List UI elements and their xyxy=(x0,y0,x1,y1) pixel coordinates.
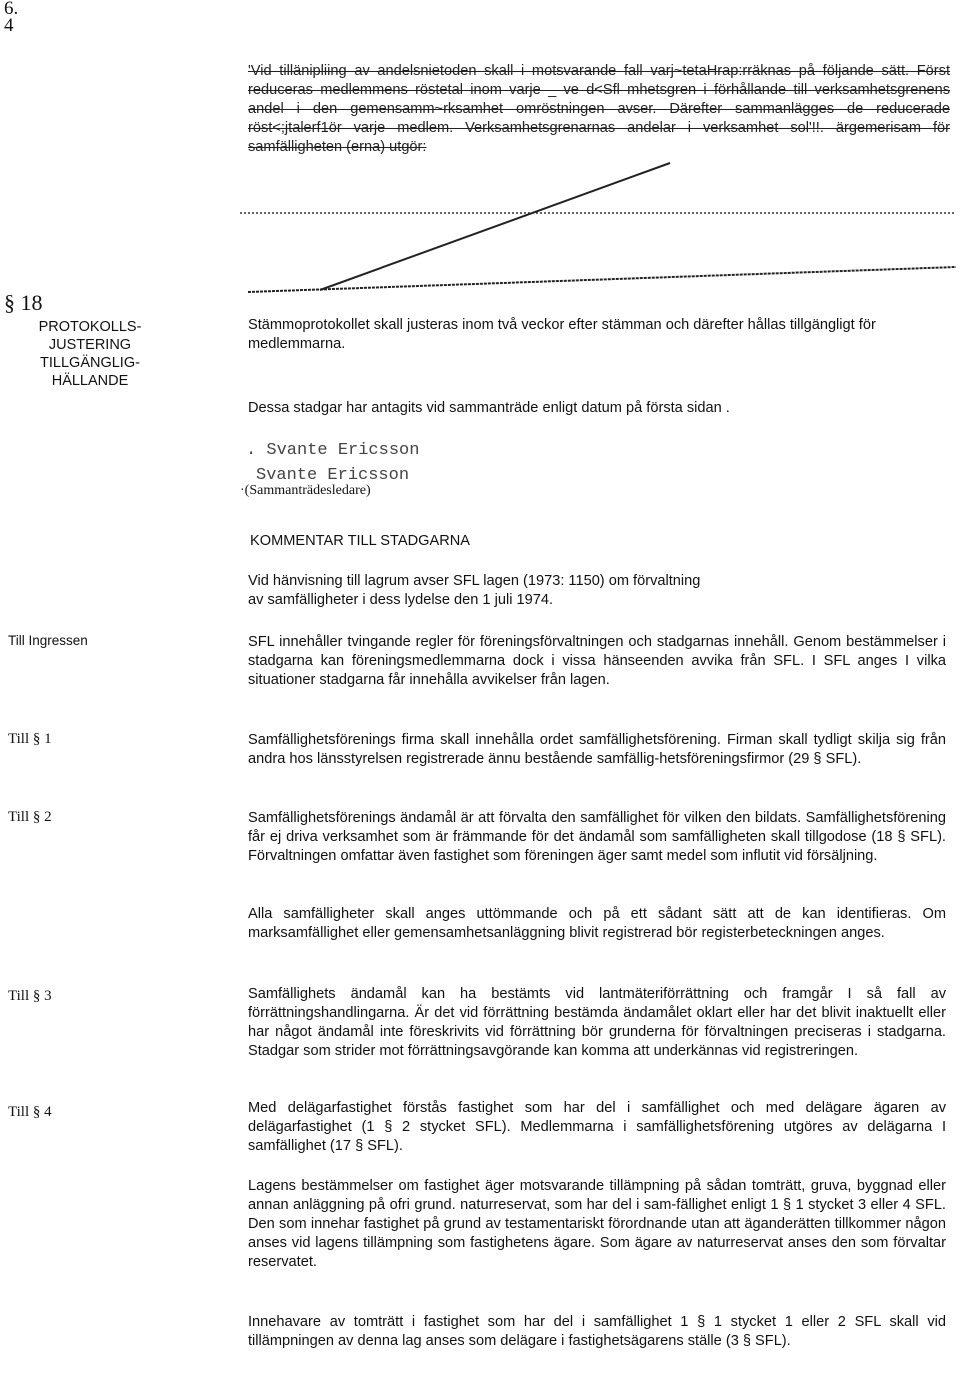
section-18-number: § 18 xyxy=(4,290,43,315)
entry-text-2b: Alla samfälligheter skall anges uttömmande och på ett sådant sätt att de kan identifieras. Om marksamfällighet eller gemensamhetsanläggning blivit registrerad bör registerbeteckningen anges. xyxy=(248,906,946,941)
signature-line-2: Svante Ericsson xyxy=(256,466,410,485)
entry-label-1: Till § 1 xyxy=(8,731,52,747)
signature-line-1: . Svante Ericsson xyxy=(246,441,420,460)
entry-text-4b: Lagens bestämmelser om fastighet äger motsvarande tillämpning på sådan tomträtt, gruva, byggnad eller annan anläggning på ofri grund. naturreservat, som har del i sam-fällighet enligt 1 § 1 stycket 3 eller 4 SFL. Den som innehar fastighet på grund av testamentariskt förordnande utan att äganderätten tillkommer någon anses vid lagens tillämpning som fastighetens ägare. Som ägare av naturreservat anses den som förvaltar reservatet. xyxy=(248,1178,946,1270)
entry-text-4c: Innehavare av tomträtt i fastighet som har del i samfällighet 1 § 1 stycket 1 eller 2 SFL skall vid tillämpningen av denna lag anses som delägare i fastighetsägarens ställe (3 § SFL). xyxy=(248,1314,946,1349)
dashed-line-lower xyxy=(248,267,956,292)
entry-label-ingressen: Till Ingressen xyxy=(8,633,88,648)
entry-text-3: Samfällighets ändamål kan ha bestämts vid lantmäteriförrättning och framgår I så fall av förrättningshandlingarna. Är det vid förrättning bestämda ändamålet oklart eller har det blivit inaktuellt eller har något ändamål inte föreskrivits vid förrättning bör grunderna för förvaltningen preciseras i stadgarna. Stadgar som strider mot förrättningsavgörande kan komma att underkännas vid registreringen. xyxy=(248,986,946,1059)
entry-label-4: Till § 4 xyxy=(8,1104,52,1120)
entry-text-1: Samfällighetsförenings firma skall innehålla ordet samfällighetsförening. Firman skall tydligt skilja sig från andra hos länsstyrelsen registrerade ännu bestående samfällig-hetsföreningsfirmor (29 § SFL). xyxy=(248,732,946,767)
section-18-heading: PROTOKOLLS- JUSTERING TILLGÄNGLIG- HÄLLANDE xyxy=(38,319,142,389)
comment-title: KOMMENTAR TILL STADGARNA xyxy=(250,533,471,549)
entry-text-ingressen: SFL innehåller tvingande regler för föreningsförvaltningen och stadgarnas innehåll. Genom bestämmelser i stadgarna kan föreningsmedlemmarna dock i vissa hänseenden avvika från SFL. I SFL anges I vilka situationer stadgarna får innehålla avvikelser från lagen. xyxy=(248,634,946,688)
struck-paragraph: 'Vid tillänipliing av andelsnietoden skall i motsvarande fall varj~tetaHrap:rräknas på följande sätt. Först reduceras medlemmens röstetal inom varje _ ve d<Sfl mhetsgren i förhållande till verksamhetsgrenens andel i den gemensamm~rksamhet omröstningen avser. Därefter sammanlägges de reducerade röst<;jtalerf1ör varje medlem. Verksamhetsgrenarnas andelar i verksamhet sol'!!. ärgemerisam för samfälligheten (erna) utgör: xyxy=(248,63,950,155)
entry-label-3: Till § 3 xyxy=(8,988,52,1004)
comment-intro: Vid hänvisning till lagrum avser SFL lagen (1973: 1150) om förvaltning av samfälligheter i dess lydelse den 1 juli 1974. xyxy=(248,573,701,608)
signature-role: ·(Sammanträdesledare) xyxy=(240,483,371,498)
entry-label-2: Till § 2 xyxy=(8,809,52,825)
adopted-statement: Dessa stadgar har antagits vid sammanträde enligt datum på första sidan . xyxy=(248,400,730,416)
entry-text-4: Med delägarfastighet förstås fastighet som har del i samfällighet och med delägare ägaren av delägarfastighet (1 § 2 stycket SFL). Medlemmarna i samfällighetsförening utgöres av delägarna I samfällighet (17 § SFL). xyxy=(248,1100,946,1154)
crossout-lines xyxy=(240,155,960,305)
page-number: 6. 4 xyxy=(4,0,19,36)
section-18-text: Stämmoprotokollet skall justeras inom två veckor efter stämman och därefter hållas tillgängligt för medlemmarna. xyxy=(248,317,876,352)
entry-text-2: Samfällighetsförenings ändamål är att förvalta den samfällighet för vilken den bildats. Samfällighetsförening får ej driva verksamhet som är främmande för det ändamål som samfälligheten skall tillgodose (18 § SFL). Förvaltningen omfattar även fastighet som föreningen äger samt medel som influtit vid försäljning. xyxy=(248,810,946,864)
diagonal-crossout xyxy=(320,163,670,290)
